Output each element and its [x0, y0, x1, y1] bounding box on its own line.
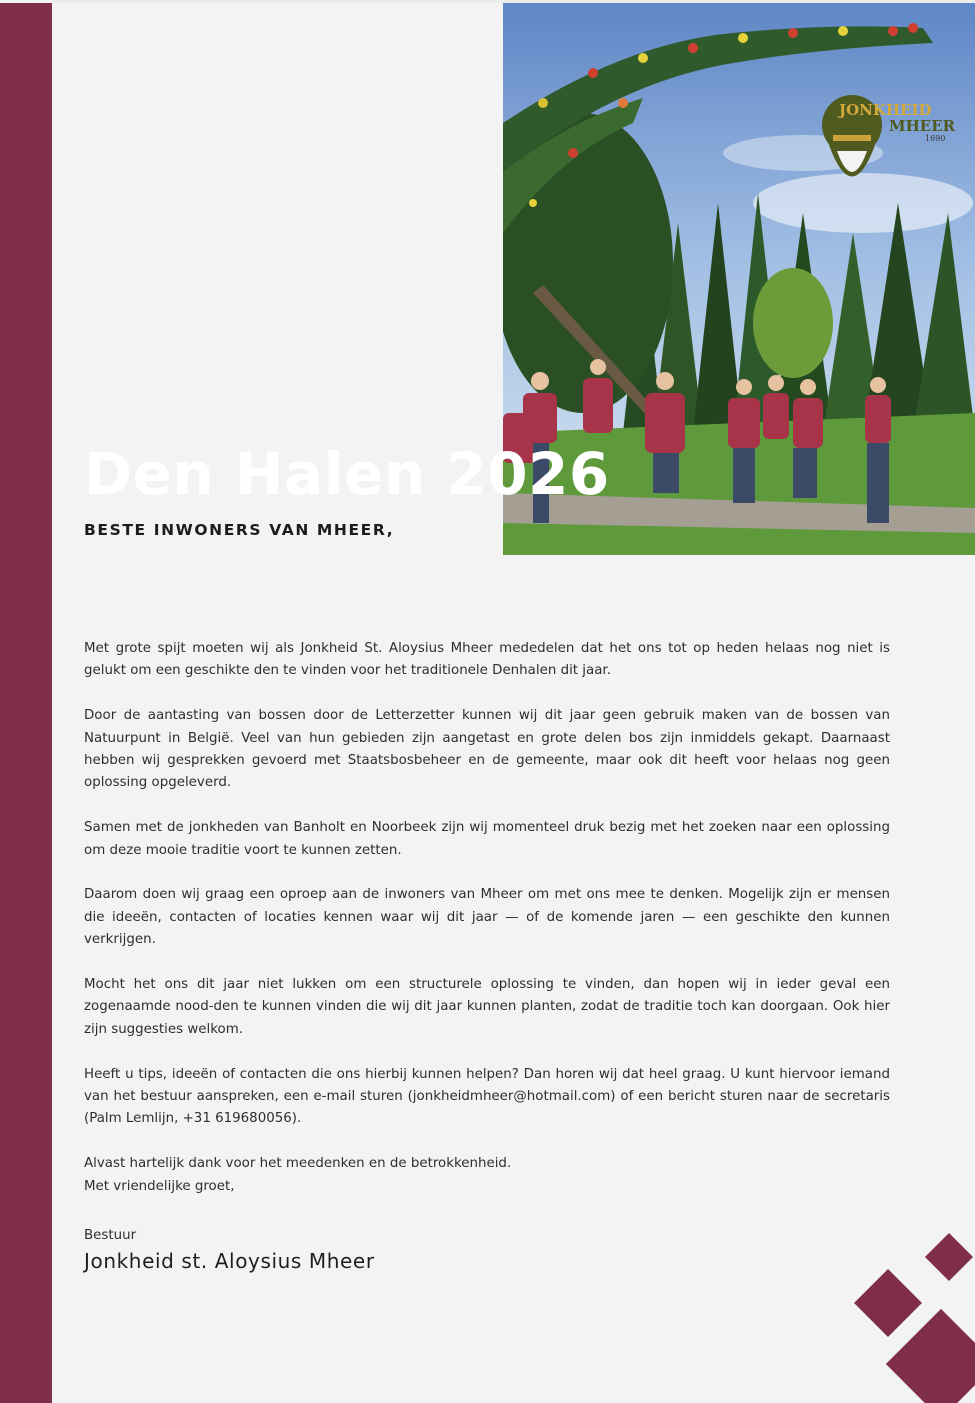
letter-body: [84, 638, 890, 1198]
signature-role: Bestuur: [84, 1228, 137, 1243]
sidebar-accent-bar: [0, 3, 52, 1403]
paragraph: Door de aantasting van bossen door de Letterzetter kunnen wij dit jaar geen gebruik maken van de bossen van Natuurpunt in België. Veel van hun gebieden zijn aangetast en grote delen bos zijn inmiddels gekapt. Daarnaast hebben wij gesprekken gevoerd met Staatsbosbeheer en de gemeente, maar ook dit heeft voor helaas nog geen oplossing opgeleverd.: [84, 708, 890, 791]
svg-text:JONKHEID: JONKHEID: [839, 101, 932, 119]
closing: [84, 1153, 890, 1198]
svg-text:1690: 1690: [925, 134, 946, 143]
paragraph-contact: Heeft u tips, ideeën of contacten die ons hierbij kunnen helpen? Dan horen wij dat heel graag. U kunt hiervoor iemand van het bestuur aanspreken, een e-mail sturen (jonkheidmheer@hotmail.com) of een bericht sturen naar de secretaris (Palm Lemlijn, +31 619680056).: [84, 1066, 890, 1127]
paragraph: Samen met de jonkheden van Banholt en Noorbeek zijn wij momenteel druk bezig met het zoeken naar een oplossing om deze mooie traditie voort te kunnen zetten.: [84, 820, 890, 858]
page-title: Den Halen 2026: [84, 440, 610, 508]
greeting-heading: BESTE INWONERS VAN MHEER,: [84, 521, 395, 539]
paragraph: Daarom doen wij graag een oproep aan de inwoners van Mheer om met ons mee te denken. Mogelijk zijn er mensen die ideeën, contacten of locaties kennen waar wij dit jaar — of de komende jaren — een geschikte den kunnen verkrijgen.: [84, 887, 890, 948]
svg-text:MHEER: MHEER: [889, 117, 956, 135]
paragraph: Met grote spijt moeten wij als Jonkheid St. Aloysius Mheer mededelen dat het ons tot op heden helaas nog niet is gelukt om een geschikte den te vinden voor het traditionele Denhalen dit jaar.: [84, 641, 890, 679]
signature-name: Jonkheid st. Aloysius Mheer: [84, 1249, 375, 1273]
closing-regards: Met vriendelijke groet,: [84, 1178, 235, 1194]
closing-thanks: Alvast hartelijk dank voor het meedenken en de betrokkenheid.: [84, 1156, 512, 1172]
paragraph: Mocht het ons dit jaar niet lukken om een structurele oplossing te vinden, dan hopen wij in ieder geval een zogenaamde nood-den te kunnen vinden die wij dit jaar kunnen planten, zodat de traditie toch kan doorgaan. Ook hier zijn suggesties welkom.: [84, 977, 890, 1037]
decorative-diamonds: [850, 1230, 975, 1403]
diamond-medium: [854, 1269, 922, 1337]
diamond-small: [925, 1233, 973, 1281]
